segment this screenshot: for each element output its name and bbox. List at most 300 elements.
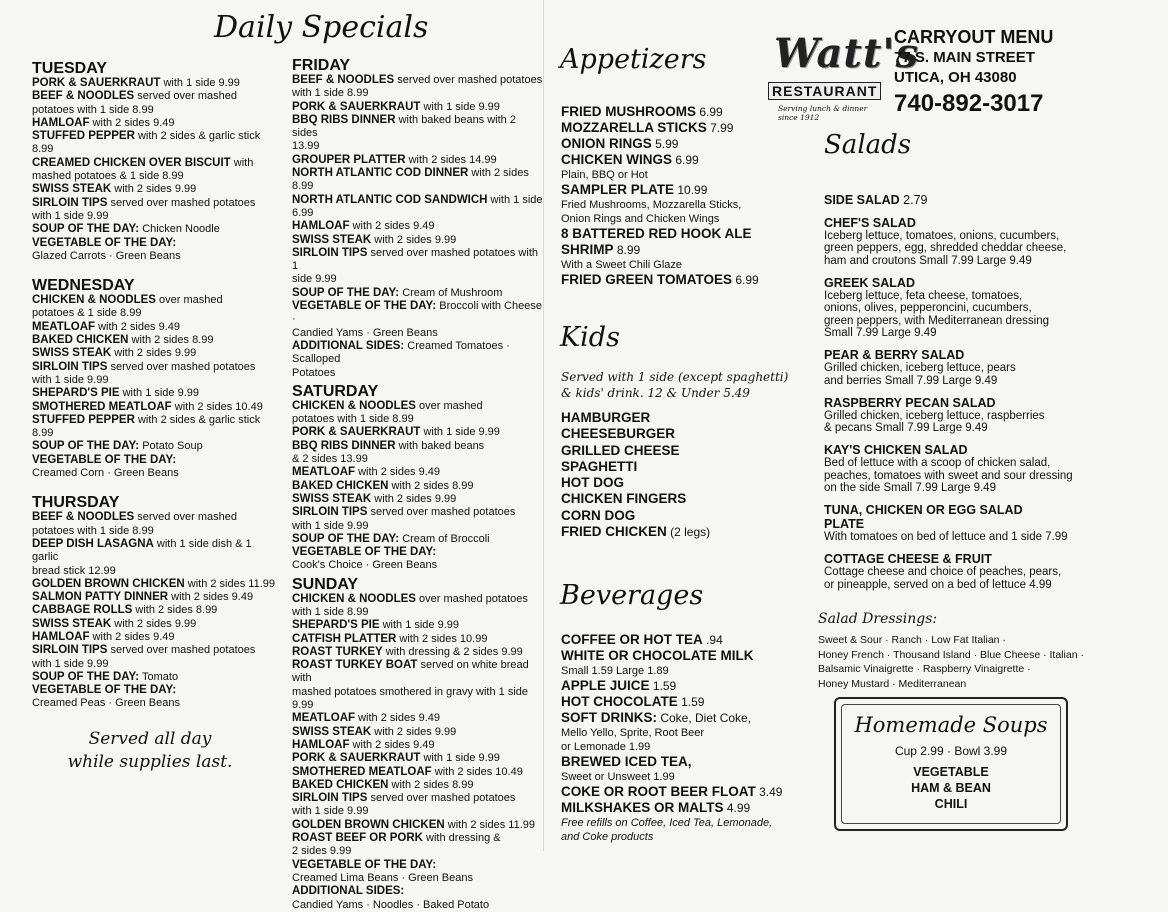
dressing-line: Balsamic Vinaigrette · Raspberry Vinaigrette · bbox=[818, 663, 1031, 675]
special-item-name: ADDITIONAL SIDES: bbox=[292, 339, 405, 352]
logo-tagline: Serving lunch & dinner since 1912 bbox=[778, 104, 868, 122]
special-item-detail: Creamed Lima Beans · Green Beans bbox=[292, 871, 473, 884]
special-line bbox=[32, 578, 280, 591]
salad-name-text: COTTAGE CHEESE & FRUIT bbox=[824, 552, 992, 566]
salad-desc: PLATE bbox=[824, 517, 865, 531]
special-line bbox=[292, 466, 544, 479]
special-line bbox=[32, 644, 280, 657]
special-item-detail: with baked beans with 2 sides bbox=[292, 113, 516, 140]
dressing-line: Honey Mustard · Mediterranean bbox=[818, 677, 967, 690]
special-item-detail: over mashed bbox=[415, 399, 483, 412]
special-item-detail: Cream of Broccoli bbox=[399, 532, 490, 545]
special-item-detail: with 2 sides 9.99 bbox=[371, 233, 457, 246]
special-item-name: ROAST BEEF OR PORK bbox=[292, 832, 423, 845]
soup-item: HAM & BEAN bbox=[911, 781, 991, 795]
menu-item-detail: Coke, Diet Coke, bbox=[657, 711, 752, 725]
menu-item-name: MILKSHAKES OR MALTS bbox=[561, 800, 724, 815]
special-item-detail: with 1 side 9.99 bbox=[379, 619, 460, 632]
salad-name bbox=[824, 276, 1164, 290]
special-item-detail: Candied Yams · Noodles · Baked Potato bbox=[292, 898, 490, 911]
special-item-name: ADDITIONAL SIDES: bbox=[292, 885, 405, 898]
special-line bbox=[32, 414, 280, 441]
special-item-detail: mashed potatoes smothered in gravy with 1 side 9.99 bbox=[292, 685, 529, 712]
kids-item-name: HOT DOG bbox=[561, 475, 624, 491]
special-item-detail: side 9.99 bbox=[292, 273, 337, 286]
special-line bbox=[292, 400, 544, 413]
special-line bbox=[292, 559, 544, 572]
special-item-detail: Tomato bbox=[139, 670, 179, 683]
special-line bbox=[32, 658, 280, 671]
menu-item-detail: 10.99 bbox=[674, 183, 708, 197]
special-item-detail: with 2 sides 9.49 bbox=[349, 738, 435, 751]
special-line bbox=[292, 273, 544, 286]
special-line bbox=[292, 633, 544, 646]
kids-item-name: HAMBURGER bbox=[561, 410, 651, 425]
special-item-detail: Cream of Mushroom bbox=[399, 286, 503, 299]
special-item-name: PORK & SAUERKRAUT bbox=[292, 426, 421, 439]
special-item-detail: over mashed bbox=[155, 294, 223, 307]
day-heading: SATURDAY bbox=[292, 382, 379, 400]
salad-desc: green peppers, with Mediterranean dressing bbox=[824, 314, 1050, 327]
special-item-detail: with 2 sides 9.49 bbox=[355, 466, 441, 479]
salad-name bbox=[824, 552, 1164, 566]
menu-item-detail: Free refills on Coffee, Iced Tea, Lemonade, bbox=[561, 817, 773, 829]
menu-item-detail: 1.59 bbox=[677, 695, 705, 709]
menu-item-detail: Onion Rings and Chicken Wings bbox=[561, 213, 720, 225]
special-item-detail: with 2 sides 10.49 bbox=[431, 765, 523, 778]
salad-name bbox=[824, 193, 1164, 207]
special-item-detail: with dressing & 2 sides 9.99 bbox=[382, 645, 523, 658]
special-line bbox=[292, 247, 544, 274]
special-item-name: CHICKEN & NOODLES bbox=[32, 294, 156, 307]
special-line bbox=[32, 361, 280, 374]
phone-number: 740-892-3017 bbox=[894, 90, 1044, 117]
special-line bbox=[32, 183, 280, 196]
special-item-name: SWISS STEAK bbox=[32, 183, 112, 196]
special-item-detail: with 2 sides 9.99 bbox=[371, 725, 457, 738]
special-item-name: BEEF & NOODLES bbox=[32, 511, 135, 524]
menu-item-name: FRIED MUSHROOMS bbox=[561, 104, 696, 119]
special-line bbox=[292, 659, 544, 686]
special-line bbox=[292, 506, 544, 519]
special-line bbox=[32, 334, 280, 347]
special-line bbox=[292, 766, 544, 779]
special-item-name: BAKED CHICKEN bbox=[292, 778, 389, 791]
special-item-name: SALMON PATTY DINNER bbox=[32, 591, 169, 604]
kids-title: Kids bbox=[560, 322, 620, 353]
special-item-detail: mashed potatoes & 1 side 8.99 bbox=[32, 170, 184, 183]
special-item-detail: with bbox=[230, 156, 254, 169]
special-item-detail: with 2 sides 11.99 bbox=[444, 818, 535, 831]
special-line bbox=[292, 367, 544, 380]
special-item-detail: Potato Soup bbox=[139, 440, 203, 453]
menu-item-detail: 7.99 bbox=[706, 121, 734, 135]
menu-item-detail: 6.99 bbox=[672, 153, 699, 167]
special-line bbox=[32, 618, 280, 631]
soups-title: Homemade Soups bbox=[854, 713, 1048, 737]
day-wednesday bbox=[32, 277, 280, 480]
special-item-detail: Cook's Choice · Green Beans bbox=[292, 559, 438, 572]
appetizers-title: Appetizers bbox=[560, 44, 707, 75]
special-item-detail: with 1 side 9.99 bbox=[420, 426, 500, 439]
salad-item bbox=[824, 443, 1164, 495]
kids-note bbox=[561, 369, 788, 401]
special-item-name: HAMLOAF bbox=[32, 630, 90, 643]
special-line bbox=[292, 493, 544, 506]
salad-desc: Iceberg lettuce, tomatoes, onions, cucumbers, bbox=[824, 229, 1060, 242]
day-tuesday bbox=[32, 60, 280, 263]
salad-name bbox=[824, 443, 1164, 457]
day-heading: WEDNESDAY bbox=[32, 277, 135, 295]
kids-item-name: SPAGHETTI bbox=[561, 458, 638, 474]
special-item-detail: Candied Yams · Green Beans bbox=[292, 326, 438, 339]
kids-item-name: GRILLED CHEESE bbox=[561, 442, 680, 458]
special-line bbox=[32, 538, 280, 565]
beverages-title: Beverages bbox=[560, 580, 704, 611]
special-item-detail: served over mashed potatoes bbox=[107, 360, 256, 373]
special-line bbox=[292, 606, 544, 619]
special-item-name: SWISS STEAK bbox=[292, 233, 372, 246]
special-line bbox=[292, 819, 544, 832]
special-item-detail: Potatoes bbox=[292, 366, 336, 379]
salad-name-text: PEAR & BERRY SALAD bbox=[824, 348, 965, 362]
special-line bbox=[292, 154, 544, 167]
special-item-name: VEGETABLE OF THE DAY: bbox=[32, 453, 177, 466]
special-item-detail: with 2 sides 9.99 bbox=[111, 183, 197, 196]
salads-title: Salads bbox=[824, 130, 912, 160]
special-line bbox=[32, 401, 280, 414]
menu-item-detail: 8.99 bbox=[613, 243, 641, 257]
special-item-name: CATFISH PLATTER bbox=[292, 632, 397, 645]
daily-specials-title: Daily Specials bbox=[214, 10, 429, 45]
dressing-line: Sweet & Sour · Ranch · Low Fat Italian · bbox=[818, 634, 1006, 646]
special-line bbox=[32, 157, 280, 170]
kids-item-name: CHICKEN FINGERS bbox=[561, 491, 687, 507]
special-item-name: VEGETABLE OF THE DAY: bbox=[292, 546, 437, 559]
menu-item-detail: 4.99 bbox=[723, 801, 751, 815]
salad-desc: peaches, tomatoes with sweet and sour dressing bbox=[824, 469, 1073, 482]
special-line bbox=[32, 604, 280, 617]
special-item-name: STUFFED PEPPER bbox=[32, 413, 135, 426]
served-all-day-note bbox=[40, 728, 260, 774]
special-item-name: NORTH ATLANTIC COD DINNER bbox=[292, 167, 469, 180]
special-line bbox=[292, 440, 544, 453]
special-item-name: CABBAGE ROLLS bbox=[32, 604, 133, 617]
special-line bbox=[292, 726, 544, 739]
special-item-name: SIRLOIN TIPS bbox=[32, 644, 108, 657]
salad-item bbox=[824, 193, 1164, 207]
special-item-name: SIRLOIN TIPS bbox=[292, 506, 368, 519]
salad-desc: Grilled chicken, iceberg lettuce, pears bbox=[824, 362, 1016, 374]
special-line bbox=[292, 872, 544, 885]
special-item-detail: served on white bread with bbox=[292, 659, 529, 685]
special-line bbox=[292, 792, 544, 805]
menu-item-detail: Fried Mushrooms, Mozzarella Sticks, bbox=[561, 199, 742, 211]
special-item-name: VEGETABLE OF THE DAY: bbox=[292, 858, 437, 871]
special-line bbox=[292, 101, 544, 114]
specials-column-left bbox=[32, 58, 280, 711]
day-heading: FRIDAY bbox=[292, 57, 351, 74]
special-item-name: MEATLOAF bbox=[292, 712, 356, 725]
homemade-soups-box bbox=[834, 697, 1068, 831]
menu-item-name: FRIED GREEN TOMATOES bbox=[561, 272, 733, 287]
special-item-detail: served over mashed potatoes bbox=[394, 74, 543, 86]
special-line bbox=[292, 832, 544, 845]
special-item-name: SIRLOIN TIPS bbox=[292, 792, 368, 805]
special-item-name: SOUP OF THE DAY: bbox=[292, 286, 400, 299]
special-line bbox=[292, 167, 544, 194]
special-item-name: VEGETABLE OF THE DAY: bbox=[32, 684, 177, 697]
special-line bbox=[292, 140, 544, 153]
menu-item-detail: .94 bbox=[702, 633, 723, 647]
special-item-detail: served over mashed potatoes bbox=[107, 196, 256, 209]
special-item-detail: Chicken Noodle bbox=[139, 223, 220, 236]
salad-desc: and berries Small 7.99 Large 9.49 bbox=[824, 374, 998, 387]
special-item-name: SOUP OF THE DAY: bbox=[32, 440, 140, 453]
special-item-name: SOUP OF THE DAY: bbox=[292, 532, 400, 545]
menu-item-name: SOFT DRINKS: bbox=[561, 710, 657, 725]
special-item-name: VEGETABLE OF THE DAY: bbox=[292, 300, 437, 313]
special-item-name: ROAST TURKEY BOAT bbox=[292, 659, 418, 672]
special-item-detail: with 2 sides 9.49 bbox=[355, 712, 441, 725]
special-item-detail: with dressing & bbox=[422, 832, 501, 845]
special-item-detail: served over mashed potatoes bbox=[367, 792, 516, 805]
special-line bbox=[292, 779, 544, 792]
special-item-detail: with 1 side 8.99 bbox=[292, 605, 369, 618]
menu-item-detail: Small 1.59 Large 1.89 bbox=[561, 665, 669, 677]
menu-item-detail: 6.99 bbox=[732, 273, 759, 287]
special-item-name: BBQ RIBS DINNER bbox=[292, 113, 396, 126]
special-line bbox=[32, 90, 280, 103]
special-item-detail: served over mashed bbox=[134, 511, 237, 524]
special-item-name: BAKED CHICKEN bbox=[292, 479, 389, 492]
special-line bbox=[292, 413, 544, 426]
logo-name: Watt's bbox=[774, 30, 920, 77]
special-item-detail: with baked beans bbox=[395, 439, 485, 452]
special-line bbox=[32, 130, 280, 157]
special-item-detail: 2 sides 9.99 bbox=[292, 845, 352, 858]
salads-list bbox=[824, 193, 1164, 600]
salad-desc: Grilled chicken, iceberg lettuce, raspberries bbox=[824, 409, 1045, 422]
special-item-detail: with 1 side 9.99 bbox=[32, 209, 109, 222]
daily-specials-panel bbox=[0, 0, 543, 911]
special-item-detail: with 1 side 9.99 bbox=[160, 77, 240, 89]
special-item-name: MEATLOAF bbox=[32, 320, 96, 333]
special-item-detail: with 2 sides 9.49 bbox=[95, 320, 181, 333]
specials-column-right bbox=[292, 55, 544, 912]
salad-item bbox=[824, 552, 1164, 591]
special-line bbox=[32, 170, 280, 183]
contact-block bbox=[894, 26, 1053, 120]
footer-line: while supplies last. bbox=[67, 752, 233, 772]
special-line bbox=[32, 387, 280, 400]
kids-note-line: & kids' drink. 12 & Under 5.49 bbox=[561, 386, 750, 400]
special-item-detail: over mashed potatoes bbox=[415, 592, 528, 605]
special-line bbox=[292, 712, 544, 725]
salad-item bbox=[824, 216, 1164, 268]
dressings-title: Salad Dressings: bbox=[818, 611, 938, 627]
menu-item-name: SHRIMP bbox=[561, 242, 614, 257]
right-panel bbox=[760, 0, 1168, 851]
menu-item-name: ONION RINGS bbox=[561, 136, 652, 151]
special-item-detail: Creamed Tomatoes · Scalloped bbox=[292, 339, 510, 366]
day-saturday bbox=[292, 383, 544, 573]
salad-desc: Iceberg lettuce, feta cheese, tomatoes, bbox=[824, 289, 1023, 302]
special-item-name: PORK & SAUERKRAUT bbox=[292, 100, 421, 113]
footer-line: Served all day bbox=[88, 729, 212, 749]
special-item-detail: served over mashed potatoes bbox=[367, 506, 516, 519]
special-item-name: HAMLOAF bbox=[292, 220, 350, 233]
special-line bbox=[32, 684, 280, 697]
special-item-detail: with 2 sides 10.99 bbox=[396, 632, 488, 645]
special-line bbox=[32, 440, 280, 453]
special-line bbox=[32, 671, 280, 684]
special-item-name: PORK & SAUERKRAUT bbox=[292, 752, 421, 765]
special-item-name: HAMLOAF bbox=[292, 738, 350, 751]
special-line bbox=[32, 374, 280, 387]
special-item-detail: with 1 side 9.99 bbox=[119, 387, 200, 400]
special-item-detail: potatoes with 1 side 8.99 bbox=[32, 103, 154, 116]
menu-item-detail: Sweet or Unsweet 1.99 bbox=[561, 771, 675, 783]
logo-word: RESTAURANT bbox=[768, 82, 881, 100]
special-line bbox=[292, 739, 544, 752]
special-line bbox=[292, 646, 544, 659]
special-line bbox=[32, 697, 280, 710]
menu-item-name: 8 BATTERED RED HOOK ALE bbox=[561, 226, 752, 241]
special-line bbox=[32, 294, 280, 307]
salad-price: 2.79 bbox=[899, 193, 928, 207]
menu-item-name: COFFEE OR HOT TEA bbox=[561, 632, 703, 647]
menu-item-detail: With a Sweet Chili Glaze bbox=[561, 259, 683, 271]
special-item-detail: with 1 side 9.99 bbox=[32, 657, 109, 670]
special-item-name: ROAST TURKEY bbox=[292, 645, 383, 658]
special-line bbox=[292, 752, 544, 765]
special-item-name: STUFFED PEPPER bbox=[32, 130, 135, 143]
special-item-name: BBQ RIBS DINNER bbox=[292, 439, 396, 452]
special-line bbox=[292, 220, 544, 233]
special-line bbox=[292, 533, 544, 546]
kids-note-line: Served with 1 side (except spaghetti) bbox=[561, 370, 789, 384]
special-item-name: CREAMED CHICKEN OVER BISCUIT bbox=[32, 156, 231, 169]
salad-desc: With tomatoes on bed of lettuce and 1 side 7.99 bbox=[824, 531, 1068, 543]
special-item-name: BEEF & NOODLES bbox=[292, 74, 395, 86]
special-item-detail: with 2 sides 11.99 bbox=[184, 577, 275, 590]
menu-item-detail: and Coke products bbox=[561, 831, 654, 843]
salad-name-text: SIDE SALAD bbox=[824, 193, 900, 207]
salad-desc: onions, olives, pepperoncini, cucumbers, bbox=[824, 302, 1032, 314]
menu-item-detail: 5.99 bbox=[651, 137, 679, 151]
special-item-detail: with 2 sides 9.99 bbox=[111, 347, 197, 360]
special-line bbox=[32, 104, 280, 117]
salad-desc: on the side Small 7.99 Large 9.49 bbox=[824, 482, 996, 494]
special-item-detail: with 1 side 9.99 bbox=[292, 519, 369, 532]
special-item-detail: potatoes with 1 side 8.99 bbox=[32, 524, 154, 537]
restaurant-logo bbox=[766, 30, 920, 122]
salad-name-text: KAY'S CHICKEN SALAD bbox=[824, 443, 968, 457]
special-item-name: CHICKEN & NOODLES bbox=[292, 399, 416, 412]
special-line bbox=[292, 885, 544, 898]
special-item-detail: served over mashed potatoes bbox=[107, 644, 256, 657]
special-line bbox=[292, 327, 544, 340]
special-line bbox=[292, 340, 544, 367]
special-item-detail: with 2 sides 9.49 bbox=[168, 591, 254, 604]
day-thursday bbox=[32, 494, 280, 710]
special-item-detail: with 2 sides 8.99 bbox=[388, 479, 474, 492]
special-item-detail: with 2 sides 14.99 bbox=[405, 153, 497, 166]
special-item-name: GOLDEN BROWN CHICKEN bbox=[292, 818, 445, 831]
special-item-name: GOLDEN BROWN CHICKEN bbox=[32, 577, 185, 590]
special-item-detail: Broccoli with Cheese · bbox=[292, 300, 542, 326]
special-item-detail: 13.99 bbox=[292, 140, 320, 153]
kids-item-name: CORN DOG bbox=[561, 507, 636, 523]
special-item-detail: served over mashed bbox=[134, 90, 237, 103]
special-item-detail: with 2 sides 9.49 bbox=[89, 116, 175, 129]
special-item-name: SIRLOIN TIPS bbox=[32, 196, 108, 209]
special-line bbox=[292, 114, 544, 141]
special-item-detail: with 2 sides & garlic stick 8.99 bbox=[32, 413, 261, 440]
special-item-name: SOUP OF THE DAY: bbox=[32, 670, 140, 683]
soups-prices: Cup 2.99 · Bowl 3.99 bbox=[894, 744, 1008, 758]
special-item-name: SWISS STEAK bbox=[292, 725, 372, 738]
special-item-name: SHEPARD'S PIE bbox=[292, 619, 380, 632]
special-item-detail: with 1 side 9.99 bbox=[32, 373, 109, 386]
salad-name-text: GREEK SALAD bbox=[824, 275, 915, 290]
special-item-name: NORTH ATLANTIC COD SANDWICH bbox=[292, 193, 488, 206]
special-item-detail: Glazed Carrots · Green Beans bbox=[32, 249, 181, 262]
special-line bbox=[292, 520, 544, 533]
special-line bbox=[292, 546, 544, 559]
salad-name bbox=[824, 396, 1164, 410]
special-item-name: BEEF & NOODLES bbox=[32, 90, 135, 103]
salad-name bbox=[824, 348, 1164, 362]
special-item-detail: potatoes with 1 side 8.99 bbox=[292, 413, 414, 426]
dressings-list bbox=[818, 633, 1163, 691]
special-line bbox=[32, 117, 280, 130]
salad-desc: green peppers, egg, shredded cheddar cheese, bbox=[824, 242, 1067, 254]
city-address: UTICA, OH 43080 bbox=[894, 69, 1017, 86]
special-line bbox=[292, 234, 544, 247]
special-line bbox=[32, 347, 280, 360]
special-item-detail: with 1 side 9.99 bbox=[292, 805, 369, 818]
menu-title: CARRYOUT MENU bbox=[894, 27, 1054, 47]
day-heading: SUNDAY bbox=[292, 575, 359, 593]
special-item-detail: potatoes & 1 side 8.99 bbox=[32, 307, 142, 320]
menu-item-detail: 1.59 bbox=[649, 679, 677, 693]
special-line bbox=[32, 77, 280, 90]
special-item-name: CHICKEN & NOODLES bbox=[292, 592, 416, 605]
special-item-name: HAMLOAF bbox=[32, 116, 90, 129]
special-line bbox=[292, 194, 544, 221]
special-item-name: GROUPER PLATTER bbox=[292, 153, 406, 166]
special-item-name: DEEP DISH LASAGNA bbox=[32, 537, 154, 550]
special-item-name: SWISS STEAK bbox=[292, 492, 372, 505]
special-item-name: VEGETABLE OF THE DAY: bbox=[32, 236, 177, 249]
special-line bbox=[292, 74, 544, 87]
special-line bbox=[292, 87, 544, 100]
special-item-detail: with 2 sides 8.99 bbox=[292, 167, 529, 193]
day-heading: TUESDAY bbox=[32, 60, 107, 77]
special-line bbox=[32, 591, 280, 604]
special-item-detail: with 2 sides 8.99 bbox=[132, 604, 218, 617]
soup-item: VEGETABLE bbox=[913, 765, 989, 779]
special-item-detail: with 1 side 6.99 bbox=[292, 193, 543, 219]
special-line bbox=[32, 250, 280, 263]
kids-item-detail: (2 legs) bbox=[666, 525, 711, 540]
special-item-detail: Creamed Peas · Green Beans bbox=[32, 697, 180, 710]
special-line bbox=[32, 467, 280, 480]
special-item-name: PORK & SAUERKRAUT bbox=[32, 77, 161, 89]
special-line bbox=[292, 686, 544, 713]
